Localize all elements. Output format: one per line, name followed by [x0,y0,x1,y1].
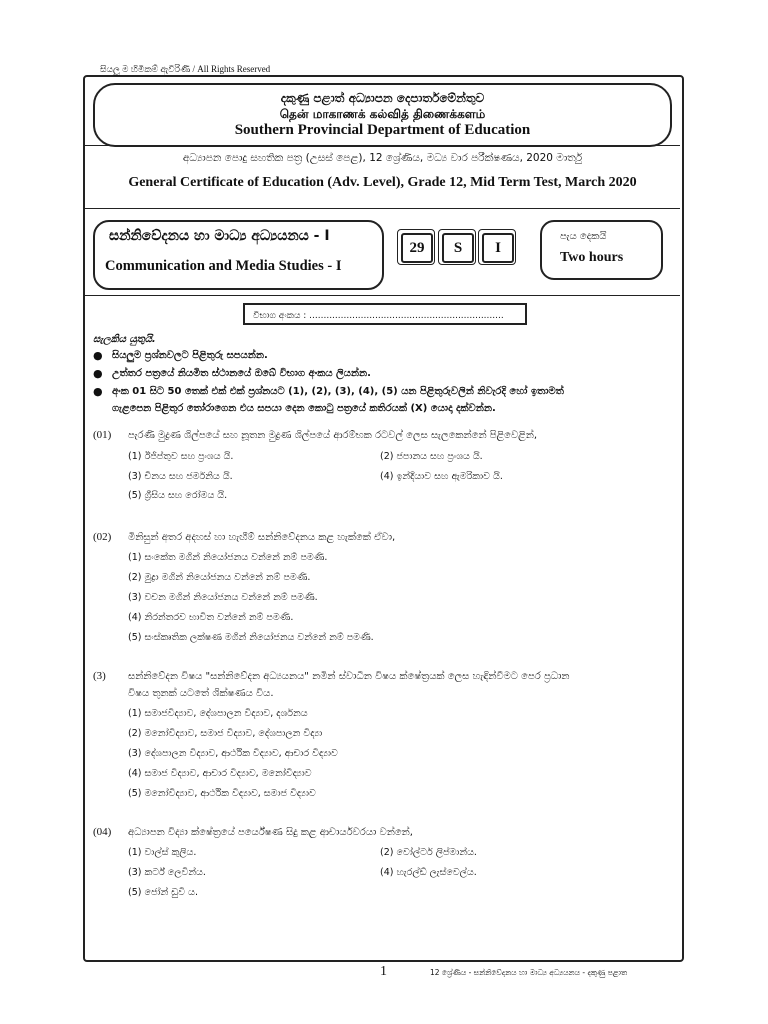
option: (5) සංස්කෘතික ලක්ෂණ මගින් නියෝජනය වන්නේ නම් පමණි. [128,632,374,643]
subject-box [93,220,384,290]
option: (2) වෝල්ටර් ලිප්මාන්ය. [380,847,477,858]
question-text: අධ්‍යාපන විද්‍යා ක්ෂේත්‍රයේ පර්යේෂණ සිදු කළ ආචාර්යවරයා වන්නේ, [128,827,413,838]
option: (4) ඉන්දියාව සහ ඇමරිකාව යි. [380,471,503,482]
option: (2) මනෝවිද්‍යාව, සමාජ විද්‍යාව, දේශපාලන විද්‍යා [128,728,323,739]
question-number: (02) [93,531,112,543]
option: (1) ඊජිප්තුව සහ ප්‍රංශය යි. [128,451,234,462]
option: (5) ජෝන් ඩුවි ය. [128,887,198,898]
subject-code-number: 29 [401,233,433,263]
duration-sinhala: පැය දෙකයි [560,231,607,242]
footer-text: 12 ශ්‍රේණිය - සන්නිවේදනය හා මාධ්‍ය අධ්‍යයනය - දකුණු පළාත [430,968,628,977]
option: (5) මනෝවිද්‍යාව, ආර්ථික විද්‍යාව, සමාජ විද්‍යාව [128,788,316,799]
question-number: (01) [93,429,112,441]
instructions-title: සැලකිය යුතුයි. [93,334,156,345]
option: (1) සංකේත මගින් නියෝජනය වන්නේ නම් පමණි. [128,552,328,563]
instruction-item: ගැළපෙන පිළිතුර තෝරාගෙන එය සපයා දෙන කොටු පත්‍රයේ කතිරයක් (X) යොදා දක්වන්න. [112,403,496,414]
divider [85,208,680,209]
option: (3) කර්ට් ලෙවින්ය. [128,867,206,878]
subject-name-english: Communication and Media Studies - I [105,258,342,274]
page-number: 1 [380,964,387,979]
subject-name-sinhala: සන්නිවේදනය හා මාධ්‍ය අධ්‍යයනය - I [109,228,330,244]
department-english: Southern Provincial Department of Education [234,122,531,138]
bullet-icon: ● [93,349,103,362]
subject-code-medium: S [442,233,474,263]
option: (3) චීනය සහ ජර්මනිය යි. [128,471,233,482]
option: (3) දේශපාලන විද්‍යාව, ආර්ථික විද්‍යාව, ආචාර විද්‍යාව [128,748,338,759]
bullet-icon: ● [93,385,103,398]
department-header [93,83,672,147]
divider [85,145,680,146]
option: (1) වාල්ස් කුලිය. [128,847,197,858]
instruction-item: උත්තර පත්‍රයේ නියමිත ස්ථානයේ ඔබේ විභාග අංකය ලියන්න. [112,368,371,379]
index-number-field[interactable]: විභාග අංකය : .................................................................... [243,303,527,325]
question-text-continued: විෂය තුනක් යටතේ ශික්ෂණය විය. [128,688,274,699]
option: (2) ජපානය සහ ප්‍රංශය යි. [380,451,483,462]
question-text: සන්නිවේදන විෂය "සන්නිවේදන අධ්‍යයනය" නමින් ස්වාධීන විෂය ක්ෂේත්‍රයක් ලෙස හැඳින්වීමට පෙර ප්‍රධාන [128,671,570,682]
exam-title-sinhala: අධ්‍යාපන පොදු සහතික පත්‍ර (උසස් පෙළ), 12 ශ්‍රේණිය, මධ්‍ය වාර පරීක්ෂණය, 2020 මාර්තු [182,152,583,164]
duration-english: Two hours [560,250,624,265]
question-number: (04) [93,826,112,838]
option: (4) හැරල්ඩ් ලැස්වෙල්ය. [380,867,477,878]
option: (3) වචන මගින් නියෝජනය වන්නේ නම් පමණි. [128,592,318,603]
bullet-icon: ● [93,367,103,380]
subject-code-part: I [482,233,514,263]
instruction-item: අංක 01 සිට 50 තෙක් එක් එක් ප්‍රශ්නයට (1), (2), (3), (4), (5) යන පිළිතුරුවලින් නිවැරදි හෝ ඉතාමත් [112,386,564,397]
option: (1) සමාජවිද්‍යාව, දේශපාලන විද්‍යාව, දර්ශනය [128,708,308,719]
rights-reserved: සියලු ම හිමිකම් ඇවිරිණි / All Rights Reserved [96,64,274,75]
exam-title-english: General Certificate of Education (Adv. Level), Grade 12, Mid Term Test, March 2020 [128,175,637,190]
divider [85,295,680,296]
option: (4) නිරන්තරව භාවිත වන්නේ නම් පමණි. [128,612,294,623]
department-sinhala: දකුණු පළාත් අධ්‍යාපන දෙපාර්තමේන්තුව [280,91,485,105]
option: (2) මුද්‍රා මගින් නියෝජනය වන්නේ නම් පමණි. [128,572,311,583]
question-number: (3) [93,670,106,682]
department-tamil: தென் மாகாணக் கல்வித் திணைக்களம் [279,107,486,121]
instruction-item: සියලුම ප්‍රශ්නවලට පිළිතුරු සපයන්න. [112,350,268,361]
question-text: පැරණි මුද්‍රණ ශිල්පයේ සහ නූතන මුද්‍රණ ශිල්පයේ ආරම්භක රටවල් ලෙස සැලකෙන්නේ පිළිවෙළින්, [128,430,538,441]
question-text: මිනිසුන් අතර අදහස් හා හැඟීම් සන්නිවේදනය කළ හැක්කේ ඒවා, [128,532,396,543]
option: (5) ග්‍රීසිය සහ රෝමය යි. [128,490,228,501]
duration-box [540,220,663,280]
option: (4) සමාජ විද්‍යාව, ආචාර විද්‍යාව, මනෝවිද්‍යාව [128,768,312,779]
